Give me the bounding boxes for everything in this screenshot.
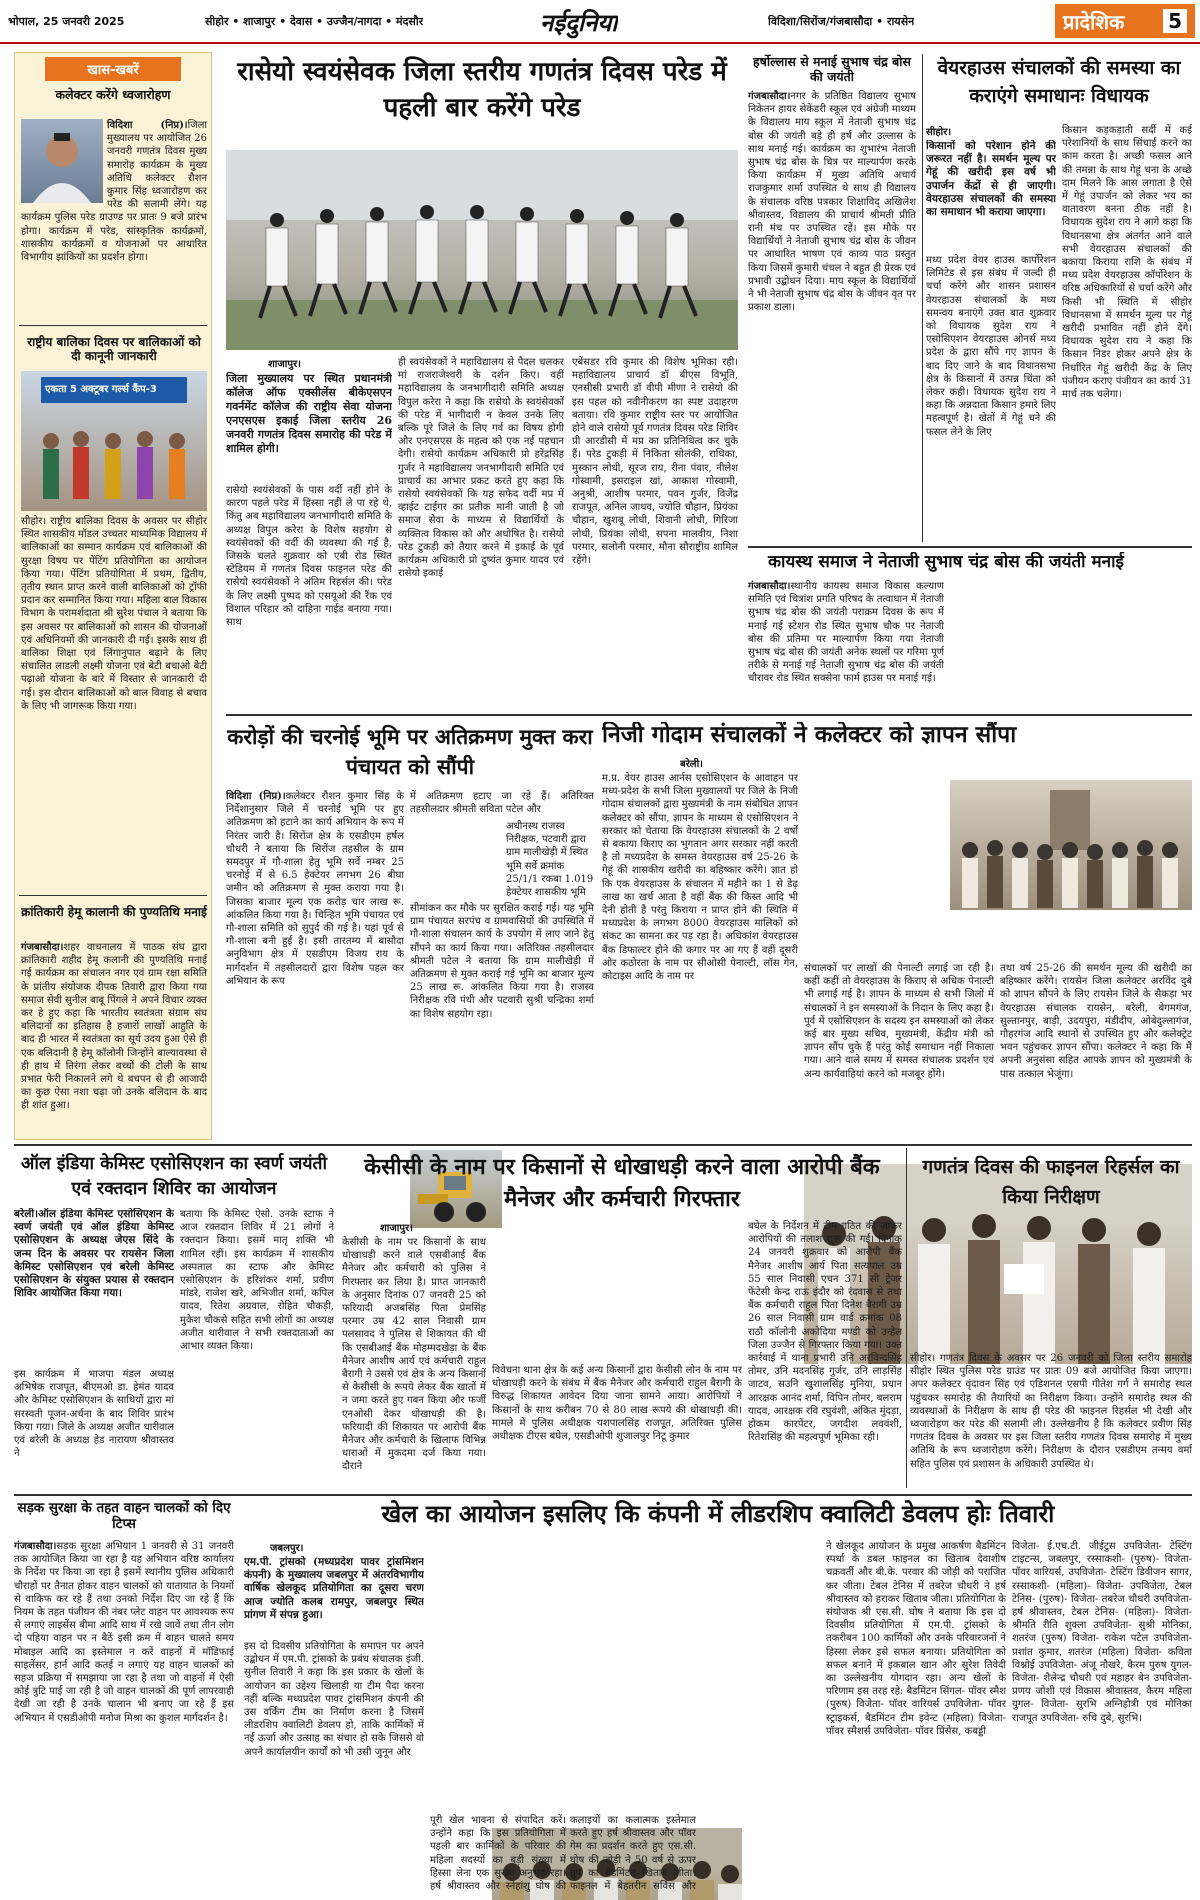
masthead xyxy=(0,0,1200,44)
chemist-col2: बताया कि केमिस्ट ऐसो. उनके स्टाफ ने आज रक्तदान शिविर में 21 लोगों ने रक्तदान किया। इसमें मातृ शक्ति भी शामिल रहीं। इस कार्यक्रम में शासकीय अस्पताल का स्टाफ और केमिस्ट एसोसिएशन के हरिशंकर शर्मा, प्रवीण मांडरे, राजेश खरे, अभिजीत शर्मा, कपिल यादव, रितेश अग्रवाल, रोहित चौकड़ी, मुकेश चौकसे सहित सभी लोगों का अध्यक्ष अजीत धारीवाल ने सभी रक्तदाताओं का आभार व्यक्त किया। xyxy=(180,1209,334,1353)
sports-headline: खेल का आयोजन इसलिए कि कंपनी में लीडरशिप क्वालिटी डेवलप होः तिवारी xyxy=(381,1500,1055,1528)
kcc-col2: विवेचना थाना क्षेत्र के कई अन्य किसानों द्वारा केसीसी लोन के नाम पर धोखाधड़ी करने के संबंध में बैंक मैनेजर और कर्मचारी राहुल बैरागी के विरुद्ध शिकायत आवेदन दिया जाना सामने आया। आरोपियों ने किसानों के साथ करीबन 70 से 80 लाख रूपये की धोखाधड़ी की। मामले में पुलिस अधीक्षक यशपालसिंह राजपूत, अतिरिक्त पुलिस अधीक्षक टीएस बघेल, एसडीओपी शुजालपुर निटू कुमार xyxy=(492,1365,742,1443)
lead-loc: शाजापुर। xyxy=(268,359,301,370)
sports-col5: विजेता- ई.एच.टी. जीईटुस उपविजेता- टेस्टिंग टाइटन्स, जबलपुर, रस्साकशी- (पुरुष)- विजेता- पॉवर वारियर्स, उपविजेता- टेस्टिंग डिवीजन सागर, रस्साकशी- (महिला)- विजेता- उपविजेता, टेबल टेनिस- (पुरुष)- विजेता- तबरेज चौधरी उपविजेता- हर्ष श्रीवास्तव, टेबल टेनिस- (महिला)- विजेता- श्रीमति रीति शुक्ला उपविजेता- सुश्री मोनिका, शतरंज (पुरुष) विजेता- राकेश पटेल उपविजेता- प्रशांत कुमार, शतरंज (महिला) विजेता- कविता विश्नोई उपविजेता- अंजू नौखरे, कैरम पुरुष युगल- विजेता- शैलेन्द्र चौधरी एवं महाहर बेन उपविजेता- प्रणय जोशी एवं विकास श्रीवास्तव, कैरम महिला युगल- विजेता- सुरभि अग्निहोत्री एवं मोनिका राजपूत उपविजेता- रुचि दुबे, सुरभि। xyxy=(1012,1541,1192,1724)
collector-story xyxy=(21,119,207,319)
traffic-headline: सड़क सुरक्षा के तहत वाहन चालकों को दिए टिप्स xyxy=(17,1500,231,1533)
godown-col2: संचालकों पर लाखों की पेनाल्टी लगाई जा रही है। कहीं कहीं तो वेयरहाउस के किराए से अधिक पेनाल्टी भी लगाई गई है। ज्ञापन के माध्यम से सभी जिलों में संचालकों ने इन समस्याओं के निदान के लिए कहा है। पूर्व में एसोसिएशन के सदस्य इन समस्याओं को लेकर कई बार मुख्य सचिव, मुख्यमंत्री, केंद्रीय मंत्री को ज्ञापन सौंप चुके हैं परंतु कोई समाधान नहीं निकाला गया। आने वाले समय में समस्त संचालक प्रदर्शन एवं अन्य कार्यवाहियां करने को मजबूर होंगे। xyxy=(804,963,994,1080)
sports-col1: इस दो दिवसीय प्रतियोगिता के समापन पर अपने उद्बोधन में एम.पी. ट्रांसको के प्रबंध संचालक इंजी. सुनील तिवारी ने कहा कि इस प्रकार के खेलों के आयोजन का उद्देश्य खिलाड़ी या टीम पैदा करना नहीं बल्कि मध्यप्रदेश पावर ट्रांसमिशन कंपनी की उस वर्किंग टीम का निर्माण करना है जिसमें लीडरशिप क्वालिटी डेवलप हो, ताकि कार्मिकों में नई ऊर्जा और उत्साह का संचार हो सके जिससे वो अपने कार्यालयीन कार्यों को भी उसी जुनून और xyxy=(244,1641,424,1758)
date: भोपाल, 25 जनवरी 2025 xyxy=(8,15,125,28)
page-number: 5 xyxy=(1163,9,1187,33)
sports-col2: पूरी खेल भावना से संपादित करें। उन्होंने कहा कि इस प्रतियोगिता में पहली बार कार्मिकों के परिवार की महिला सदस्यों का बड़ी संख्या में हिस्सा लेना एक सुखद अनुभव रहा। हर्ष श्रीवास्तव और स्नेहांशु घोष की xyxy=(430,1815,566,1892)
chemist-intro xyxy=(14,1208,174,1366)
bose-loc: गंजबासौदा। xyxy=(748,91,791,102)
districts-right: विदिशा/सिरोंज/गंजबासौदा • रायसेन xyxy=(768,15,915,28)
lead-photo-parade xyxy=(226,150,738,350)
hemu-headline: क्रांतिकारी हेमू कालानी की पुण्यतिथि मनाई xyxy=(21,905,207,919)
bose-body: नगर के प्रतिष्ठित विद्यालय सुभाष निकेतन हायर सेकेंडरी स्कूल एवं अंग्रेजी माध्यम के विद्यालय माय स्कूल में नेताजी सुभाष चंद्र बोस की जयंती बड़े ही हर्ष और उल्लास के साथ मनाई गई। कार्यक्रम का शुभारंभ नेताजी सुभाष चंद्र बोस के चित्र पर माल्यार्पण करके किया कार्यक्रम में मुख्य अतिथि अचार्य राजकुमार शर्मा उपस्थित थे साथ ही विद्यालय के संचालक वरिष्ठ पत्रकार शिक्षाविद् अखिलेश श्रीवास्तव, विद्यालय की प्राचार्य श्रीमती प्रीति रानी मंच पर उपस्थित रहें। इस मौके पर विद्यार्थियों ने नेताजी सुभाष चंद्र बोस के जीवन पर आधारित भाषण एवं काव्य पाठ प्रस्तुत किया जिसमें कुमारी चंचल ने बहुत ही प्रेरक एवं प्रभावी उद्बोधन दिया। माय स्कूल के विद्यार्थियों ने भी नेताजी सुभाष चंद्र बोस के जीवन वृत पर प्रकाश डाला। xyxy=(748,91,916,314)
traffic-loc: गंजबासौदा। xyxy=(14,1541,57,1552)
godown-col1: म.प्र. वेयर हाउस आर्नस एसोसिएशन के आवाहन पर मध्य-प्रदेश के सभी जिला मुख्यालयों पर जिले के निजी गोदाम संचालकों द्वारा मुख्यमंत्री के नाम संबोधित ज्ञापन कलेक्टर को सौंपा, ज्ञापन के माध्यम से एसोसिएशन ने सरकार को चेताया कि वेयरहाउस संचालकों के 2 वर्षों से बकाया किराए का भुगतान अगर सरकार नहीं करती है तो मध्यप्रदेश के समस्त वेयरहाउस वर्ष 25-26 के गेहूं की शासकीय खरीदी का बहिष्कार करेंगे। ज्ञात हो कि एक वेयरहाउस के संचालन में महीने का 1 से डेढ़ लाख का खर्च आता है वहीं बैंक की किस्त आदि भी देनी होती है परंतु किराया न प्राप्त होने की स्थिति में मध्यप्रदेश के लगभग 8000 वेयरहाउस मालिकों को संकट का सामना कर पड़ रहा है। अधिकांश वेयरहाउस बैंक डिफाल्टर होने की कगार पर आ गए हैं वहीं दूसरी ओर कठोरता के नाम पर सीओसी पेनाल्टी, लॉस गेन, कोटाइस आदि के नाम पर xyxy=(602,773,798,983)
collector-loc: विदिशा (निप्र)। xyxy=(107,120,188,131)
section-badge xyxy=(1055,4,1195,38)
collector-headline: कलेक्टर करेंगे ध्वजारोहण xyxy=(55,87,171,102)
bose-headline: हर्षोल्लास से मनाई सुभाष चंद्र बोस की जयंती xyxy=(753,54,911,84)
hemu-story xyxy=(21,941,207,1137)
hemu-body: शहर वाचनालय में पाठक संघ द्वारा क्रांतिकारी शहीद हेमू कलानी की पुण्यतिथि मनाई गई कार्यक्रम का संचालन नगर एवं ग्राम रक्षा समिति के प्रांतीय संयोजक दीपक तिवारी द्वारा किया गया समाज सेवी सुनील बाबू पिंगले ने अपने विचार व्यक्त कर हे हुए कहा कि भारतीय स्वतंत्रता संग्राम संघ बलिदानों का इतिहास है हजारों लाखों आहुति के बाद ही भारत में स्वतंत्रता का सूर्य उदय हुआ ऐसे ही एक बलिदानी है हेमू कॉलोनी जिन्होंने बाल्यावस्था से ही हाथ में तिरंगा लेकर बच्चों की टोली के साथ प्रभात फेरी निकालने लगे थे बचपन से ही आजादी का कुछ ऐसा नशा चढ़ा जो उनके बलिदान के बाद ही शांत हुआ। xyxy=(21,942,207,1112)
chemist-intro-body: ऑल इंडिया केमिस्ट एसोसिएशन के स्वर्ण जयंती एवं ऑल इंडिया केमिस्ट एसोसिएशन के अध्यक्ष जेएस सिंदे के जन्म दिन के अवसर पर रायसेन जिला केमिस्ट एसोसिएशन एवं बरेली केमिस्ट एसोसिएशन के संयुक्त प्रयास से रक्तदान शिविर आयोजित किया गया। xyxy=(14,1208,174,1300)
chemist-headline: ऑल इंडिया केमिस्ट एसोसिएशन का स्वर्ण जयंती एवं रक्तदान शिविर का आयोजन xyxy=(20,1154,328,1199)
lead-col2: ही स्वयंसेवकों ने महाविद्यालय से पैदल चलकर मां राजराजेश्वरी के दर्शन किए। वहीं महाविद्यालय के जनभागीदारी समिति अध्यक्ष विपुल करेरा ने कहा कि रासेयो के स्वयंसेवकों की परेड में भागीदारी न केवल उनके लिए बल्कि पूरे जिले के लिए गर्व का विषय होगी और एनएसएस के महत्व को एक नई पहचान देगी। रासेयो कार्यक्रम अधिकारी प्रो हरेंद्रसिंह गुर्जर ने महाविद्यालय जनभागीदारी समिति एवं प्राचार्य का आभार प्रकट करते हुए कहा कि रासेयो स्वयंसेवकों कि यह सफेद वर्दी मप्र में व्हाईट टाईगर का प्रतीक मानी जाती है जो समाज सेवा के माध्यम से विद्यार्थियों के व्यक्तित्व विकास को और अधोषित है। रासेयो परेड टुकड़ी को तैयार करने में इकाई के पूर्व कार्यक्रम अधिकारी प्रो दुष्यंत कुमार यादव एवं रासेयो इकाई xyxy=(398,357,564,580)
lead-headline: रासेयो स्वयंसेवक जिला स्तरीय गणतंत्र दिवस परेड में पहली बार करेंगे परेड xyxy=(237,57,727,123)
girl-day-headline: राष्ट्रीय बालिका दिवस पर बालिकाओं को दी कानूनी जानकारी xyxy=(27,335,201,364)
kcc-col1: केसीसी के नाम पर किसानों के साथ धोखाधड़ी करने वाले एसबीआई बैंक मैनेजर और कर्मचारी को पुलिस ने गिरफ्तार कर लिया है। प्राप्त जानकारी के अनुसार दिनांक 07 जनवरी 25 को फरियादी अजबसिंह पिता प्रेमसिंह परमार उम्र 42 साल निवासी ग्राम पलसावद ने पुलिस से शिकायत की थी कि एसबीआई बैंक मोहम्मदखेड़ा के बैंक मैनेजर आशीष आर्य एवं कर्मचारी राहुल बैरागी ने उससे एवं क्षेत्र के अन्य किसानों से केसीसी के रूपये लेकर बैंक खातों में न जमा करते हुए गबन किया और फर्जी एनओसी देकर धोखाधड़ी की है। फरियादी की शिकायत पर आरोपी बैंक मैनेजर और कर्मचारी के खिलाफ विभिन्न धाराओं में मुकदमा दर्ज किया गया। दौराने xyxy=(342,1237,486,1473)
sports-intro: एम.पी. ट्रांसको (मध्यप्रदेश पावर ट्रांसमिशन कंपनी) के मुख्यालय जबलपुर में अंतरविभागीय वार्षिक खेलकूद प्रतियोगिता का दूसरा चरण आज ज्योति कलब रामपुर, जबलपुर स्थित प्रांगण में संपन्न हुआ। xyxy=(244,1556,424,1621)
rehearsal-headline: गणतंत्र दिवस की फाइनल रिहर्सल का किया निरीक्षण xyxy=(922,1156,1180,1208)
encroach-col2a: में अतिक्रमण हटाए जा रहे हैं। अतिरिक्त तहसीलदार श्रीमती सविता पटेल और xyxy=(410,791,594,816)
hemu-loc: गंजबासौदा। xyxy=(21,942,64,953)
girl-day-body: सीहोर। राष्ट्रीय बालिका दिवस के अवसर पर सीहोर स्थित शासकीय मॉडल उच्चतर माध्यमिक विद्यालय में बालिकाओं का सम्मान कार्यक्रम एवं बालिकाओं की सुरक्षा विषय पर पेंटिंग प्रतियोगिता का आयोजन किया गया। पेंटिंग प्रतियोगिता में प्रथम, द्वितीय, तृतीय स्थान प्राप्त करने वाली बालिकाओं को ट्रॉफी प्रदान कर सम्मानित किया गया। महिला बाल विकास विभाग के परामर्शदाता श्री सुरेश पंचाल ने बताया कि इस अवसर पर बालिकाओं को शासन की योजनाओं एवं अधिनियमों की जानकारी दी गई। इसके साथ ही बालिका शिक्षा एवं लिंगानुपात बढ़ाने के लिए संचालित लाडली लक्ष्मी योजना एवं बेटी बचाओ बेटी पढ़ाओ योजना के बारे में विस्तार से जानकारी दी गई। इस दौरान बालिकाओं को बाल विवाह से बचाव के लिए भी जागरूक किया गया। xyxy=(21,516,207,712)
sidebar-label: खास-खबरें xyxy=(45,57,181,81)
lead-intro: जिला मुख्यालय पर स्थित प्रधानमंत्री कॉलेज ऑफ एक्सीलेंस बीकेएसएन गवर्नमेंट कॉलेज की राष्ट्रीय सेवा योजना एनएसएस इकाई जिला स्तरीय 26 जनवरी गणतंत्र दिवस समारोह की परेड में शामिल होगी। xyxy=(226,372,392,455)
rehearsal-body: सीहोर। गणतंत्र दिवस के अवसर पर 26 जनवरी को जिला स्तरीय समारोह सीहोर स्थित पुलिस परेड ग्राउंड पर प्रातः 09 बजे आयोजित किया जाएगा। अपर कलेक्टर वृंदावन सिंह एवं एडिशनल एसपी गीतेश गर्ग ने समारोह स्थल पहुंचकर समारोह की तैयारियों का निरीक्षण किया। उन्होंने समारोह स्थल की व्यवस्थाओं के निरीक्षण के साथ ही परेड की फाइनल रिहर्सल भी देखी और ध्वजारोहण कर परेड की सलामी ली। उल्लेखनीय है कि कलेक्टर प्रवीण सिंह गणतंत्र दिवस के अवसर पर इस जिला स्तरीय गणतंत्र दिवस समारोह में मुख्य अतिथि के रूप ध्वजारोहण करेंगे। निरीक्षण के दौरान एसडीएम तन्मय वर्मा सहित पुलिस एवं प्रशासन के अधिकारी उपस्थित थे। xyxy=(910,1353,1192,1470)
collector-body: जिला मुख्यालय पर आयोजित 26 जनवरी गणतंत्र दिवस मुख्य समारोह कार्यक्रम के मुख्य अतिथि कलेक्टर रौशन कुमार सिंह ध्वजारोहण कर परेड की सलामी लेंगे। यह कार्यक्रम पुलिस परेड ग्राउण्ड पर प्रातः 9 बजे प्रारंभ होगा। कार्यक्रम में परेड, सांस्कृतिक कार्यक्रमों, शासकीय कार्यक्रमों व योजनाओं पर आधारित विभागीय झांकियों का प्रदर्शन होगा। xyxy=(21,120,207,264)
warehouse-col2: किसान कड़कड़ाती सर्दी में कई परेशानियों के साथ सिंचाई करने का काम करता है। अच्छी फसल आने की तमन्ना के साथ गेहूं चना के अच्छे दाम मिलने कि आस लगाता है ऐसे में गेहूं उपार्जन को लेकर भय का वातावरण बनना ठीक नहीं है। विधायक सुदेश राय ने आगे कहा कि विधानसभा क्षेत्र अंतर्गत आने वाले सभी वेयरहाउस संचालकों की बकाया किराया राशि के संबंध में मध्य प्रदेश वेयरहाउस कॉर्पोरेशन के वरिष्ठ अधिकारियों से चर्चा करेंगे और किसी भी स्थिति में सीहोर विधानसभा में समर्थन मूल्य पर गेहूं खरीदी प्रभावित नहीं होने देंगे। विधायक सुदेश राय ने कहा कि किसान निडर होकर अपने क्षेत्र के निर्धारित गेहूं खरीदी केंद्र के लिए पंजीयन कराए पंजीयन का कार्य 31 मार्च तक चलेगा। xyxy=(1062,125,1192,401)
sports-loc: जबलपुर। xyxy=(270,1543,304,1554)
warehouse-loc: सीहोर। xyxy=(926,127,952,138)
godown-col3: तथा वर्ष 25-26 की समर्थन मूल्य की खरीदी का बहिष्कार करेंगे। रायसेन जिला कलेक्टर अरविंद दुबे को ज्ञापन सौंपने के लिए रायसेन जिले के सैकड़ा भर वेयरहाउस संचालक रायसेन, बरेली, बेगमगंज, सुल्तानपुर, बाड़ी, उदयपुरा, मंडीदीप, ओबेदुल्लागंज, गौहरगंज आदि स्थानों से उपस्थित हुए और कलेक्ट्रेट भवन पहुंचकर ज्ञापन सौंपा। कलेक्टर ने कहा कि मैं अपनी अनुसंसा सहित आपके ज्ञापन को मुख्यमंत्री के पास तत्काल भेजूंगा। xyxy=(1000,963,1192,1080)
chemist-col1: इस कार्यक्रम में भाजपा मंडल अध्यक्ष अभिषेक राजपूत, बीएमओ डा. हेमंत यादव और केमिस्ट एसोसिएशन के साथियों द्वारा मां सरस्वती पूजन-अर्चना के बाद शिविर प्रारंभ किया गया। जिले के अध्यक्ष अजीत धारीवाल एवं बरेली के अध्यक्ष हेड नारायण श्रीवास्तव ने xyxy=(14,1369,174,1460)
kcc-headline: केसीसी के नाम पर किसानों से धोखाधड़ी करने वाला आरोपी बैंक मैनेजर और कर्मचारी गिरफ्तार xyxy=(364,1155,880,1212)
warehouse-col1: मध्य प्रदेश वेयर हाउस कार्पोरेशन लिमिटेड से इस संबंध में जल्दी ही चर्चा करेंगे और शासन प्रशासन वेयरहाउस संचालकों के मध्य समन्वय बनाएंगे उक्त बात शुक्रवार को विधायक सुदेश राय ने एसोसिएशन वेयरहाउस ओनर्स मध्य प्रदेश के द्वारा सौंपे गए ज्ञापन के बाद दिए जाने के बाद विधानसभा क्षेत्र के किसानों में उत्पन्न चिंता को लेकर कही। विधायक सुदेश राय ने कहा कि अन्नदाता किसान हमारे लिए महत्वपूर्ण है। खेतों में गेहूं चने की फसल लेने के लिए xyxy=(926,255,1056,438)
districts-left: सीहोर • शाजापुर • देवास • उज्जैन/नागदा • मंदसौर xyxy=(205,15,424,28)
encroach-col2: सीमांकन कर मौके पर सुरक्षित कराई गई। यह भूमि ग्राम पंचायत सरपंच व ग्रामवासियों की उपस्थिति में गौ-शाला संचालन कार्य के उपयोग में लाए जाने हेतु सौंपने का कार्य किया गया। अतिरिक्त तहसीलदार श्रीमती पटेल ने बताया कि ग्राम मालीखेड़ी में अतिक्रमण से मुक्त कराई गई भूमि का बाजार मूल्य 25 लाख रू. आंकलित किया गया है। राजस्व निरीक्षक रवि पंथी और पटवारी सुश्री चन्द्रिका शर्मा का विशेष सहयोग रहा। xyxy=(410,903,594,1020)
traffic-story xyxy=(14,1540,234,1892)
sidebar xyxy=(14,52,212,1140)
kayastha-headline: कायस्थ समाज ने नेताजी सुभाष चंद्र बोस की जयंती मनाई xyxy=(768,552,1124,572)
banner-text: एकता 5 अक्टूबर गर्ल्स कैंप-3 xyxy=(45,384,157,395)
kayastha-photo xyxy=(950,780,1192,910)
godown-loc: बरेली। xyxy=(680,759,703,770)
godown-headline: निजी गोदाम संचालकों ने कलेक्टर को ज्ञापन सौंपा xyxy=(602,722,1017,748)
kayastha-body: स्थानीय कायस्थ समाज विकास कल्याण समिति एवं चित्रांश प्रगति परिषद के तत्वाधान में नेताजी सुभाष चंद्र बोस की जयंती पराक्रम दिवस के रूप में मनाई गई स्टेशन रोड स्थित सुभाष चौक पर नेताजी बोस की प्रतिमा पर माल्यार्पण किया गया नेताजी सुभाष चंद्र बोस की जयंती अनेक स्थलों पर गरिमा पूर्ण तरीके से मनाई गई नेताजी सुभाष चंद्र बोस की जयंती चौरावर रोड स्थित सक्सेना फार्म हाउस पर मनाई गई। xyxy=(748,581,944,685)
girl-day-photo xyxy=(21,371,207,511)
bose-story xyxy=(748,90,916,538)
warehouse-headline: वेयरहाउस संचालकों की समस्या का कराएंगे समाधानः विधायक xyxy=(937,57,1181,107)
chemist-loc: बरेली। xyxy=(14,1208,39,1220)
encroach-col1 xyxy=(226,790,404,1138)
lead-col1: रासेयो स्वयंसेवकों के पास वर्दी नहीं होने के कारण पहले परेड में हिस्सा नहीं ले पा रहे थे, किंतु अब महाविद्यालय जनभागीदारी समिति के अध्यक्ष विपुल करेरा के विशेष सहयोग से स्वयंसेवकों की वर्दी की व्यवस्था की गई है, जिसके चलते शुक्रवार को एबी रोड स्थित स्टेडियम में गणतंत्र दिवस फाइनल परेड की रासेयो स्वयंसेवकों ने अंतिम रिहर्सल की। परेड के लिए लक्ष्मी पुष्पद को एसयूओ की रैंक एवं विशाल परिहार को दाहिना गाईड बनाया गया। साथ xyxy=(226,485,392,629)
lead-col3: एबेंसडर रवि कुमार की विशेष भूमिका रही। महाविद्यालय प्राचार्य डॉ बीएस विभूति, एनसीसी प्रभारी डॉ वीपी मीणा ने रासेयो की इस पहल को नवीनीकरण का स्पष्ट उदाहरण बताया। रवि कुमार राष्ट्रीय स्तर पर आयोजित होने वाले रासेयो पूर्व गणतंत्र दिवस परेड शिविर प्री आरडीसी में मप्र का प्रतिनिधित्व कर चुके हैं। परेड टुकड़ी में निकिता सोलंकी, राधिका, मुस्कान लोधी, सूरज राय, रीना पंवार, नीलेश गोस्वामी, इसराइल खां, आकाश गोस्वामी, अनुश्री, आशीष परमार, पवन गुर्जर, विजेंद्र राजपूत, अनिल जाधव, ज्योति चौहान, प्रियंका चौहान, खुशबू लोधी, शिवानी लोधी, गिरिजा लोधी, प्रियंका लोधी, सपना मालवीय, निशा परमार, सलोनी परमार, मौना सौराष्ट्रीय शामिल रहेंगे। xyxy=(572,357,738,567)
encroach-loc: विदिशा (निप्र)। xyxy=(226,791,286,802)
traffic-body: सड़क सुरक्षा अभियान 1 जनवरी से 31 जनवरी तक आयोजित किया जा रहा है यह अभियान वरिष्ठ कार्यालय के निर्देश पर किया जा रहा है इसमें स्थानीय पुलिस अधिकारी चौराहों पर तैनात होकर वाहन चालकों को यातायात के नियमों से वाकिफ कर रहे हैं तथा उनको निर्देश दिए जा रहे हैं कि नियम के तहत पंजीयन की नंबर प्लेट वाहन पर आवश्यक रूप से लगाएं लाइसेंस बीमा आदि साथ में रखे जावें तथा तीन लोग दो पहिया वाहन पर न बैठें इसी क्रम में वाहन चालते समय मोबाइल आदि का इस्तेमाल न करें वाहनों में मॉडिफाई साइलेंसर, हार्न आदि कतई न लगाएं यह वाहन चालकों को सहज प्रक्रिया में समझाया जा रहा है तथा जो वाहनों में ऐसी कोई त्रुटि पाई जा रही है जो वाहन चालकों की पूर्ण लापरवाही देखी जा रही है उनके चालान भी बनाए जा रहे हैं इस अभियान में एसडीओपी मनोज मिश्रा का कुशल मार्गदर्शन है। xyxy=(14,1541,234,1724)
section-title: प्रादेशिक xyxy=(1063,9,1125,34)
sports-col3: कलाइयों का कलात्मक इस्तेमाल करते हुए हर्ष श्रीवास्तव और पॉवर गेम का प्रदर्शन करते हुए एस.सी. घोष की जोड़ी ने 50 वर्ष से ऊपर ग्रुप का बैडमिंटन खिताब जीता। फाइनल में बेहतरीन सर्विस और xyxy=(570,1815,696,1892)
kayastha-loc: गंजबासौदा। xyxy=(748,581,791,592)
kcc-loc: शाजापुर। xyxy=(380,1223,413,1234)
encroach-headline: करोड़ों की चरनोई भूमि पर अतिक्रमण मुक्त करा पंचायत को सौंपी xyxy=(227,725,593,779)
warehouse-intro: किसानों को परेशान होने की जरूरत नहीं है। समर्थन मूल्य पर गेहूं की खरीदी इस वर्ष भी उपार्जन केंद्रों से ही जाएगी। वेयरहाउस संचालकों की समस्या का समाधान भी कराया जाएगा। xyxy=(926,140,1056,219)
kcc-col3: बघेल के निर्देशन में टीम गठित की जाकर आरोपियों की तलाश शुरू की गई। दिनांक 24 जनवरी शुक्रवार को आरोपी बैंक मैनेजर आशीष आर्य पिता सत्यपाल उम्र 55 साल निवासी एचन 371 सी ट्रेजर फेंटेसी केन्द्र राऊ इंदौर को रंदवास से तथा बैंक कर्मचारी राहुल पिता दिनेश बैरागी उम्र 26 साल निवासी ग्राम वार्ड क्रमांक 08 राठौ कॉलोनी अकोदिया मण्डी को उन्हेल जिला उज्जैन से गिरफ्तार किया गया। उक्त कार्रवाई में थाना प्रभारी उनि अरविन्दसिंह तोमर, उनि मदनसिंह गुर्जर, उनि लाड़सिंह जाटव, सउनि खुशालसिंह मुनिया, प्रधान आरक्षक आनंद शर्मा, विपिन तोमर, बलराम यादव, आरक्षक रवि रघुवंशी, अंकित मुंदड़ा, होकम कारपेंटर, जगदीश लववंशी, रितेशसिंह की महत्वपूर्ण भूमिका रही। xyxy=(748,1221,902,1444)
encroach-col2b: अधीनस्थ राजस्व निरीक्षक, पटवारी द्वारा ग्राम मालीखेड़ी में स्थित भूमि सर्वे क्रमांक 25/1/1 रकबा 1.019 हेक्टेयर शासकीय भूमि xyxy=(506,821,594,899)
kayastha-story xyxy=(748,580,944,710)
encroach-col1-body: कलेक्टर रौशन कुमार सिंह के निर्देशानुसार जिले में चरनोई भूमि पर हुए अतिक्रमण को हटाने का कार्य अभियान के रूप में निरंतर जारी है। सिरोंज क्षेत्र के एसडीएम हर्षल चौधरी ने बताया कि सिरोंज तहसील के ग्राम समदपुर में गौ-शाला हेतु भूमि सर्वे नम्बर 25 चरनोई में से 6.5 हेक्टेयर लगभग 26 बीघा जमीन को अतिक्रमण से मुक्त कराया गया है। जिसका बाजार मूल्य एक करोड़ चार लाख रू. आंकलित किया गया है। चिन्हित भूमि पंचायत एवं गौ-शाला समिति को सुपुर्द की गई है। यहां पूर्व से गौ-शाला बनी हुई है। इसी तारतम्य में बासौदा अनुविभाग क्षेत्र में एसडीएम विजय राय के मार्गदर्शन में तहसीलदारों द्वारा विशेष पहल कर अभियान के रूप xyxy=(226,791,404,987)
newspaper-logo: नईदुनिया xyxy=(540,9,618,37)
sports-col4: ने खेलकूद आयोजन के प्रमुख आकर्षण बैडमिंटन स्पर्धा के डबल फाइनल का खिताब देवाशीष चक्रवर्ती और बी.के. परवार की जोड़ी को पराजित कर जीता। टेबल टेनिस में तबरेज चौधरी ने हर्ष श्रीवास्तव को हराकर खिताब जीता। प्रतियोगिता के संयोजक श्री एस.सी. घोष ने बताया कि इस दो दिवसीय प्रतियोगिता में एम.पी. ट्रांसको के तकरीबन 100 कार्मिकों और उनके परिवारजनों ने हिस्सा लेकर इसे सफल बनाया। प्रतियोगिता को सफल बनाने में इकबाल खान और सुरेश तिवेदी का उल्लेखनीय योगदान रहा। अन्य खेलों के परिणाम इस तरह रहे: बैडमिंटन सिंगल- पॉवर स्मैश (पुरुष) विजेता- पॉवर वारियर्स उपविजेता- पॉवर स्ट्राइकर्स, बैडमिंटन टीम इवेन्ट (महिला) विजेता- पॉवर स्मैशर्स उपविजेता- पॉवर प्रिंसेस, कबड्डी xyxy=(826,1541,1006,1737)
